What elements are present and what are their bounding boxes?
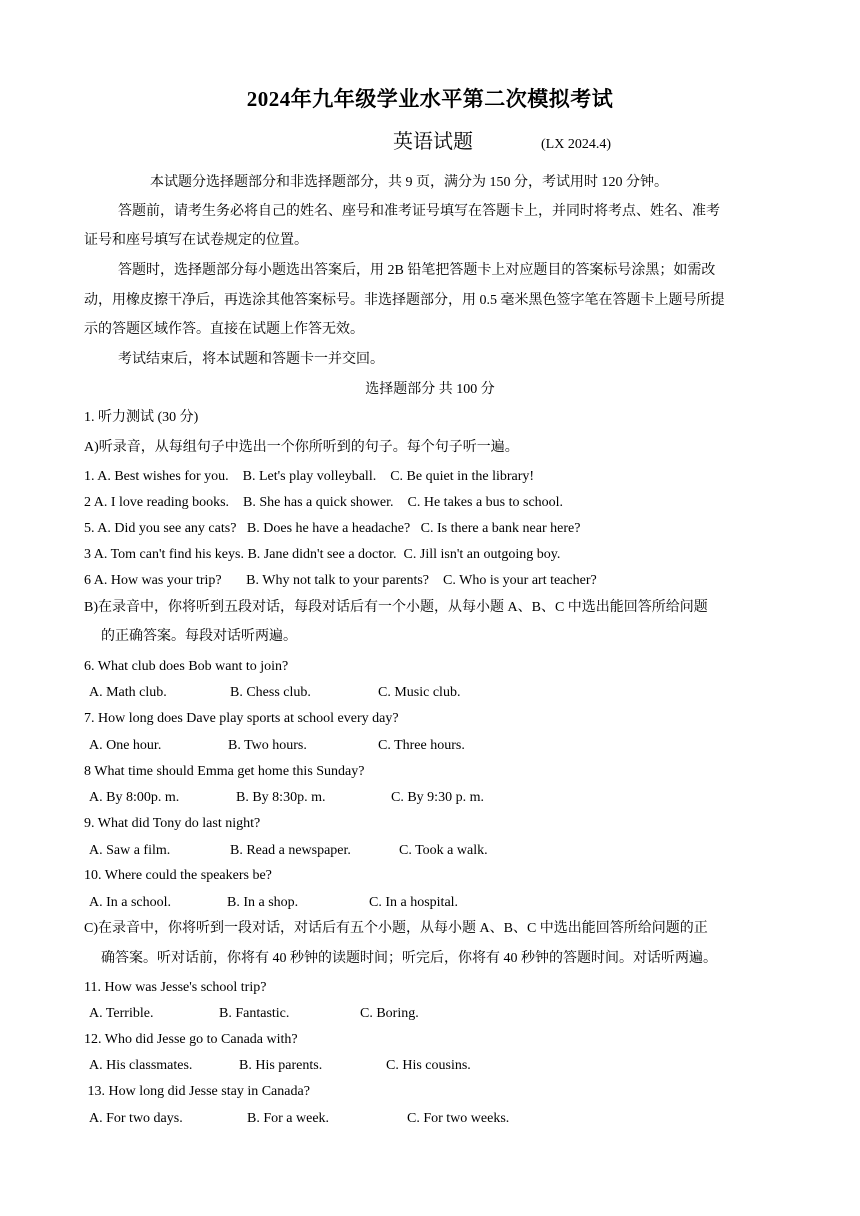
instruction-line-5: 动，用橡皮擦干净后，再选涂其他答案标号。非选择题部分，用 0.5 毫米黑色签字笔在答题卡上题号所提 [84,293,725,308]
part-c-instruction: C)在录音中，你将听到一段对话，对话后有五个小题，从每小题 A、B、C 中选出能回答所给问题的正 [84,921,708,936]
option-b: B. Read a newspaper. [230,843,351,858]
instruction-line-3: 证号和座号填写在试卷规定的位置。 [84,233,308,248]
part-a-item: 1. A. Best wishes for you. B. Let's play volleyball. C. Be quiet in the library! [84,469,535,484]
option-a: A. In a school. [89,895,172,910]
part-a-item: 2 A. I love reading books. B. She has a quick shower. C. He takes a bus to school. [84,495,564,510]
question: 7. How long does Dave play sports at school every day? [84,711,399,726]
option-b: B. For a week. [247,1111,330,1126]
part-a-instruction: A)听录音，从每组句子中选出一个你所听到的句子。每个句子听一遍。 [84,440,519,455]
option-b: B. In a shop. [227,895,299,910]
part-c-instruction-cont: 确答案。听对话前，你将有 40 秒钟的读题时间；听完后，你将有 40 秒钟的答题时间。对话听两遍。 [101,951,717,966]
part-a-item: 5. A. Did you see any cats? B. Does he have a headache? C. Is there a bank near here? [84,521,581,536]
instruction-line-6: 示的答题区域作答。直接在试题上作答无效。 [84,322,364,337]
option-c: C. In a hospital. [369,895,459,910]
part-a-item: 3 A. Tom can't find his keys. B. Jane didn't see a doctor. C. Jill isn't an outgoing boy. [84,547,561,562]
option-a: A. Saw a film. [89,843,171,858]
option-c: C. Three hours. [378,738,465,753]
question: 6. What club does Bob want to join? [84,659,289,674]
option-c: C. By 9:30 p. m. [391,790,484,805]
option-a: A. His classmates. [89,1058,193,1073]
option-c: C. For two weeks. [407,1111,510,1126]
exam-title: 2024年九年级学业水平第二次模拟考试 [246,87,614,111]
part-b-instruction-cont: 的正确答案。每段对话听两遍。 [101,629,297,644]
option-a: A. For two days. [89,1111,183,1126]
section-heading: 选择题部分 共 100 分 [365,382,495,397]
exam-subtitle: 英语试题 [393,131,473,153]
part-a-item: 6 A. How was your trip? B. Why not talk to your parents? C. Who is your art teacher? [84,573,597,588]
option-a: A. Math club. [89,685,167,700]
option-c: C. Boring. [360,1006,419,1021]
option-b: B. Fantastic. [219,1006,290,1021]
instruction-line-4: 答题时，选择题部分每小题选出答案后，用 2B 铅笔把答题卡上对应题目的答案标号涂黑；如需改 [118,263,716,278]
question: 8 What time should Emma get home this Sunday? [84,764,365,779]
option-b: B. Chess club. [230,685,311,700]
option-c: C. Took a walk. [399,843,488,858]
option-c: C. Music club. [378,685,461,700]
option-b: B. Two hours. [228,738,307,753]
option-b: B. By 8:30p. m. [236,790,326,805]
question: 11. How was Jesse's school trip? [84,980,267,995]
instruction-line-7: 考试结束后，将本试题和答题卡一并交回。 [118,352,384,367]
instruction-line-2: 答题前，请考生务必将自己的姓名、座号和准考证号填写在答题卡上，并同时将考点、姓名、准考 [118,204,720,219]
instruction-line-1: 本试题分选择题部分和非选择题部分，共 9 页，满分为 150 分，考试用时 120 分钟。 [150,175,668,190]
exam-code: (LX 2024.4) [541,137,611,152]
part-b-instruction: B)在录音中，你将听到五段对话，每段对话后有一个小题，从每小题 A、B、C 中选出能回答所给问题 [84,600,708,615]
question: 9. What did Tony do last night? [84,816,261,831]
question: 10. Where could the speakers be? [84,868,272,883]
option-a: A. Terrible. [89,1006,154,1021]
question: 12. Who did Jesse go to Canada with? [84,1032,298,1047]
option-a: A. One hour. [89,738,162,753]
option-c: C. His cousins. [386,1058,471,1073]
option-b: B. His parents. [239,1058,323,1073]
option-a: A. By 8:00p. m. [89,790,180,805]
listening-heading: 1. 听力测试 (30 分) [84,410,199,425]
question: 13. How long did Jesse stay in Canada? [84,1084,310,1099]
